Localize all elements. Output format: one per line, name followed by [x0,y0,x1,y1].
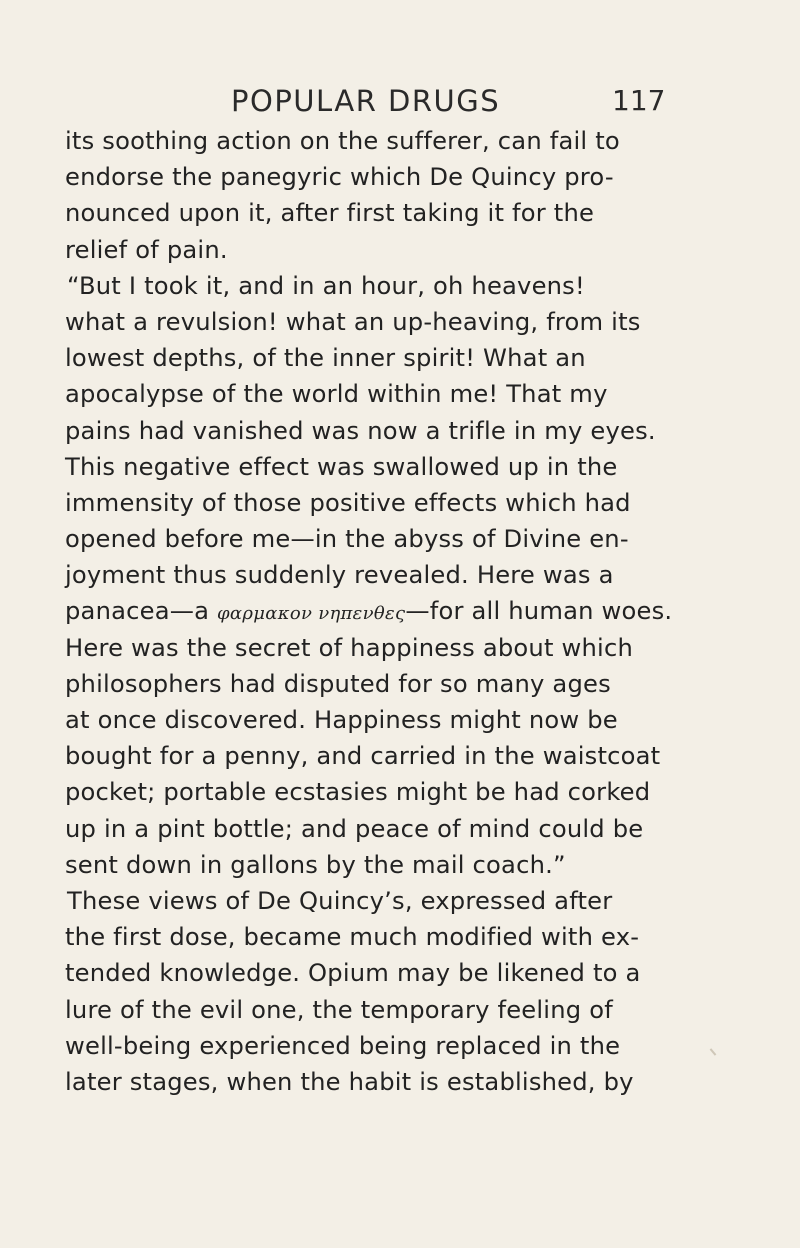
text-line: Here was the secret of happiness about which [65,633,633,662]
page-number: 117 [612,84,666,117]
text-line: joyment thus suddenly revealed. Here was a [65,561,614,590]
greek-phrase: φαρμακον νηπενθες [217,603,406,625]
text-line: immensity of those positive effects which had [65,488,631,517]
text-line: opened before me—in the abyss of Divine en- [65,525,629,554]
text-line: bought for a penny, and carried in the waistcoat [65,742,661,771]
text-line: relief of pain. [65,235,228,264]
text-line: tended knowledge. Opium may be likened to a [65,959,641,988]
text-line-greek [65,593,737,629]
body-text [65,123,737,1100]
text-line: the first dose, became much modified with ex- [65,923,640,952]
text-line: up in a pint bottle; and peace of mind could be [65,814,644,843]
text-line: pains had vanished was now a trifle in my eyes. [65,416,656,445]
text-line: well-being experienced being replaced in the [65,1031,621,1060]
text-line: These views of De Quincy’s, expressed after [67,886,613,915]
running-header-title: POPULAR DRUGS [231,84,501,118]
text-line: endorse the panegyric which De Quincy pro- [65,163,614,192]
text-line: nounced upon it, after first taking it for the [65,199,595,228]
text-line: sent down in gallons by the mail coach.” [65,850,566,879]
text-line: what a revulsion! what an up-heaving, from its [65,307,641,336]
text-line: later stages, when the habit is established, by [65,1067,634,1096]
text-line: lure of the evil one, the temporary feeling of [65,995,613,1024]
text-line: philosophers had disputed for so many ages [65,669,611,698]
text-segment: panacea—a [65,597,218,626]
text-line: apocalypse of the world within me! That my [65,380,608,409]
text-line: “But I took it, and in an hour, oh heavens! [67,271,585,300]
text-segment: —for all human woes. [405,597,673,626]
text-line: This negative effect was swallowed up in the [65,452,618,481]
text-line: pocket; portable ecstasies might be had corked [65,778,651,807]
text-line: its soothing action on the sufferer, can fail to [65,127,620,155]
text-line: at once discovered. Happiness might now be [65,706,618,734]
text-line: lowest depths, of the inner spirit! What an [65,344,586,373]
